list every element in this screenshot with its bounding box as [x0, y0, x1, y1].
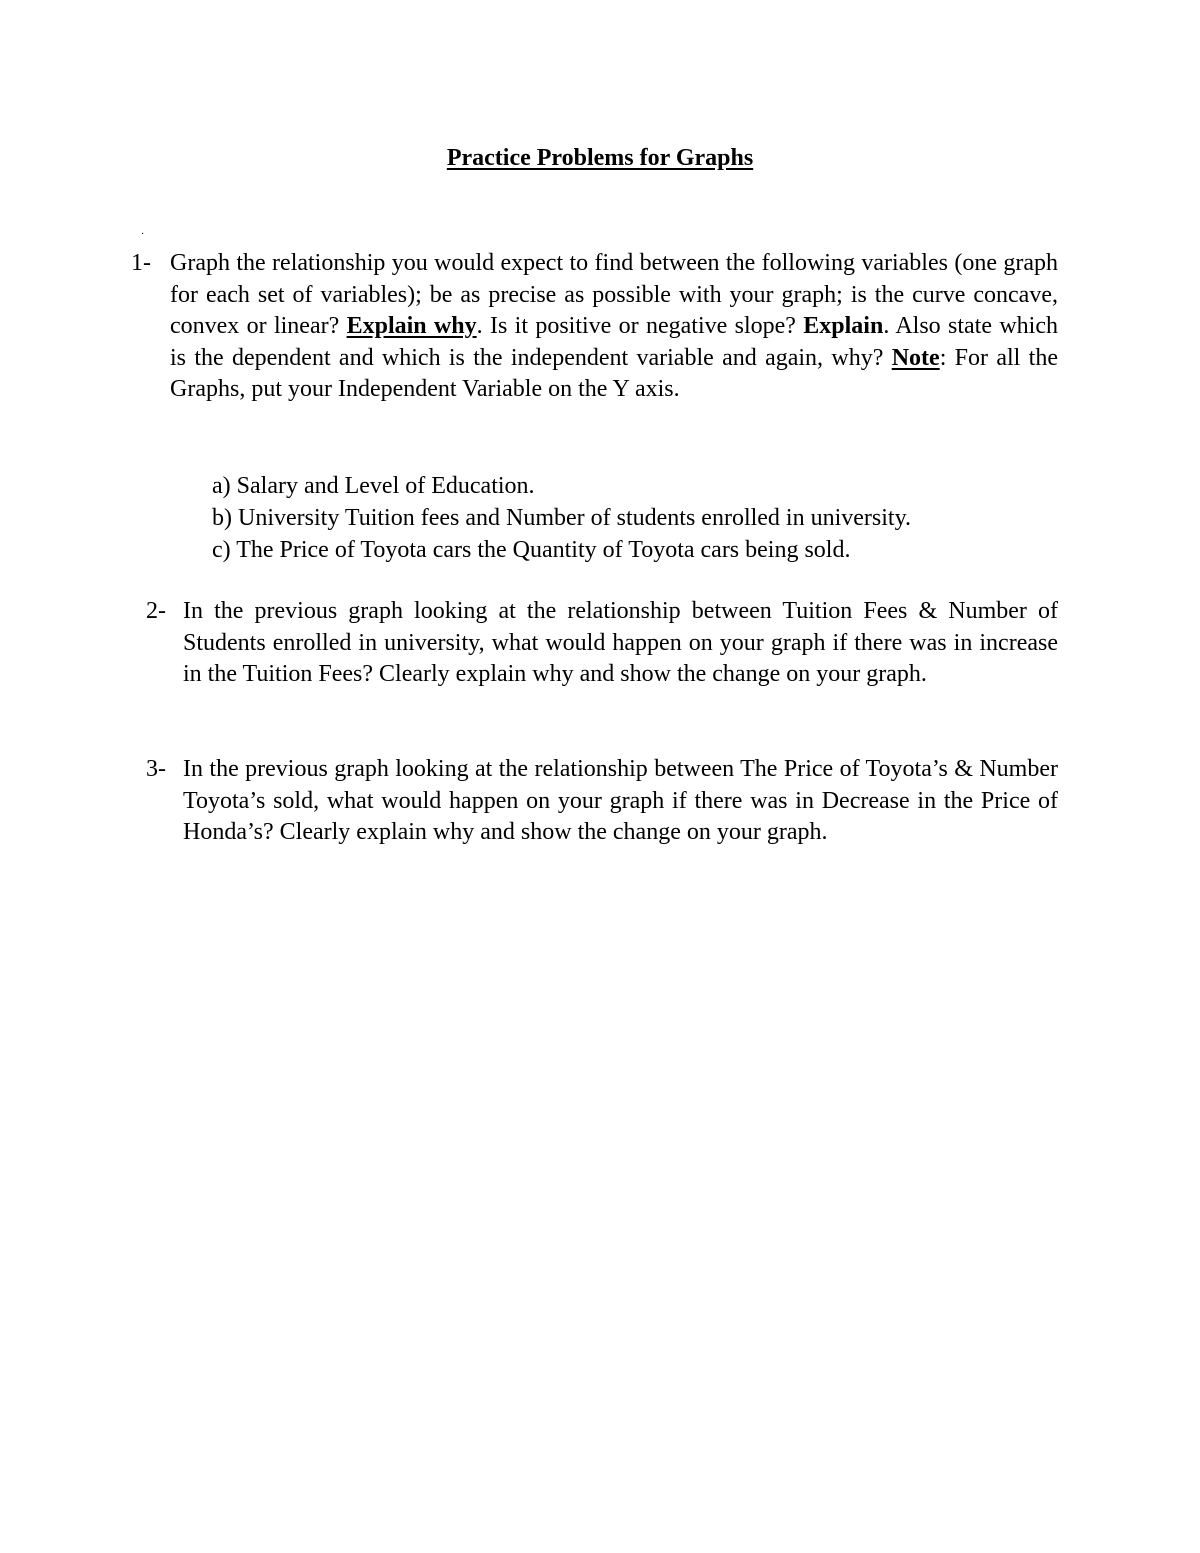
subitem-a: a) Salary and Level of Education. [212, 473, 535, 499]
subitem-c: c) The Price of Toyota cars the Quantity of Toyota cars being sold. [212, 537, 851, 563]
subitem-list [212, 470, 911, 566]
page-title: Practice Problems for Graphs [446, 145, 754, 171]
question-text-part: : For all the Graphs, put your Independent Variable on the Y axis. [170, 344, 1058, 402]
question-number: 1- [131, 250, 151, 276]
question-text-part: Graph the relationship you would expect to find between the following variables (one graph for each set of variables); be as precise as possible with your graph; is the curve concave, convex or linear? [170, 250, 1058, 339]
emphasis-note: Note [891, 344, 940, 371]
question-text [170, 248, 1058, 406]
question-text-part: . Also state which is the dependent and which is the independent variable and again, why? [170, 313, 1058, 371]
emphasis-explain: Explain [803, 313, 884, 339]
question-text-part: . Is it positive or negative slope? [476, 313, 804, 339]
question-text: In the previous graph looking at the relationship between Tuition Fees & Number of Students enrolled in university, what would happen on your graph if there was in increase in the Tuition Fees? Clearly explain why and show the change on your graph. [183, 598, 1058, 687]
emphasis-explain-why: Explain why [346, 313, 477, 339]
question-text: In the previous graph looking at the relationship between The Price of Toyota’s & Number Toyota’s sold, what would happen on your graph if there was in Decrease in the Price of Honda’s? Clearly explain why and show the change on your graph. [183, 756, 1058, 845]
question-number: 3- [146, 756, 166, 782]
subitem-b: b) University Tuition fees and Number of students enrolled in university. [212, 505, 912, 531]
question-number: 2- [146, 598, 166, 624]
stray-mark: · [141, 229, 145, 240]
